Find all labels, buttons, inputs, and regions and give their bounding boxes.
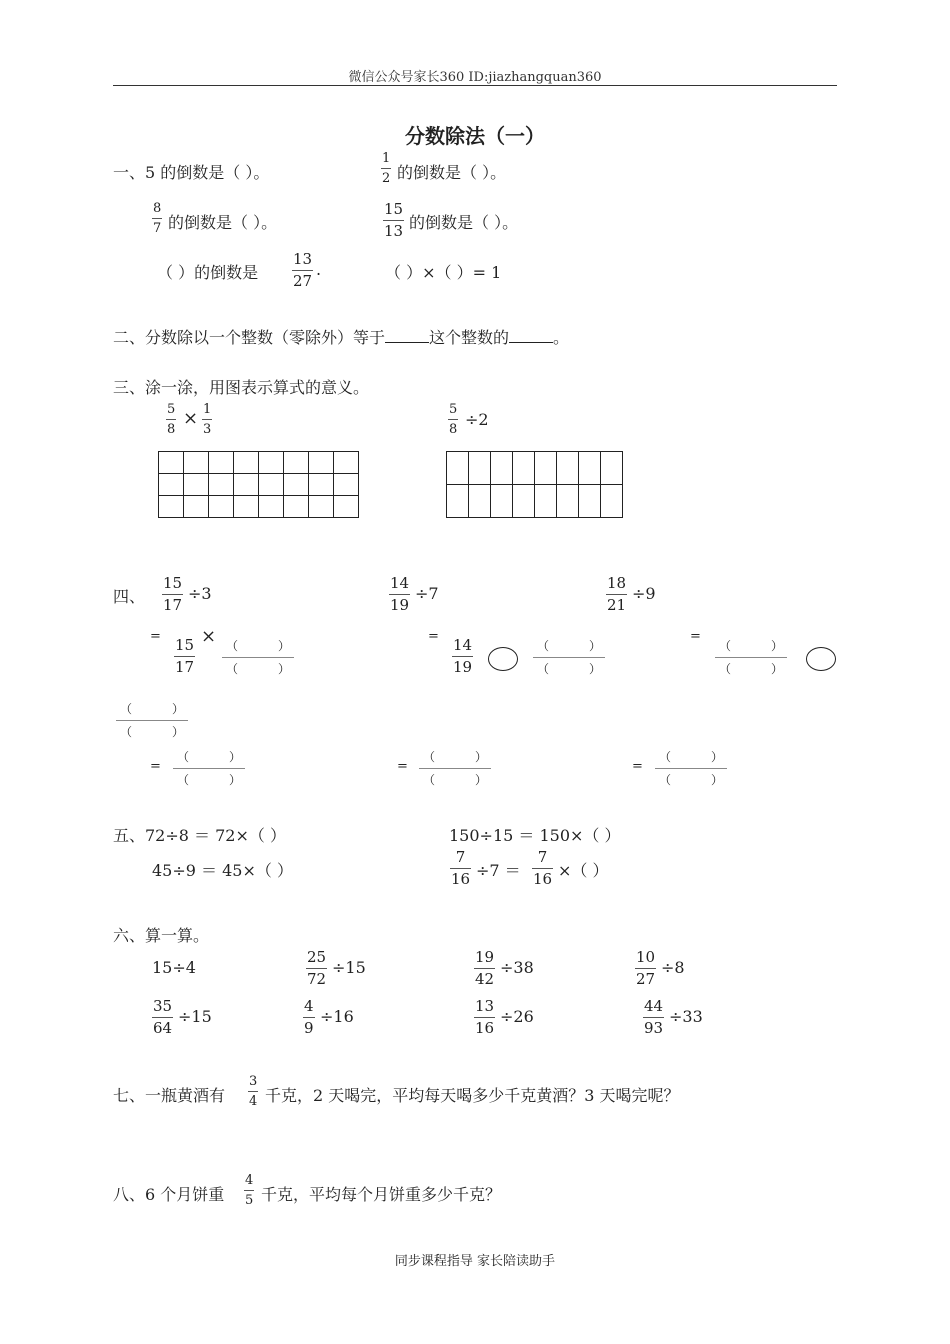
q5-r1b: 150÷15 ＝ 150×（ ） (449, 826, 621, 845)
page-footer: 同步课程指导 家长陪读助手 (394, 1254, 556, 1269)
fraction-19-42: $\frac{19}{42}$ (475, 948, 495, 988)
divide-2: ÷2 (465, 410, 489, 429)
equals-sign: = (428, 629, 439, 644)
header-divider (113, 85, 837, 86)
fraction-1-3: $\frac{1}{3}$ (203, 402, 212, 437)
fraction-25-72: $\frac{25}{72}$ (307, 948, 327, 988)
q1-b-text: 的倒数是（ ）。 (397, 163, 507, 182)
q4-p2-op: ÷7 (415, 584, 439, 603)
fraction-13-27: $\frac{13}{27}$ (293, 250, 313, 290)
fraction-10-27: $\frac{10}{27}$ (636, 948, 656, 988)
q5-r2a: 45÷9 ＝ 45×（ ） (152, 861, 293, 880)
q8-text-b: 千克，平均每个月饼重多少千克？ (261, 1185, 502, 1204)
q6-c-op: ÷38 (500, 958, 534, 977)
q6-h-op: ÷33 (669, 1007, 703, 1026)
answer-fraction[interactable]: （ ） （ ） (222, 637, 294, 681)
grid-8x2[interactable] (446, 451, 623, 518)
fraction-1-2: $\frac{1}{2}$ (382, 151, 391, 186)
q4-p1-op: ÷3 (188, 584, 212, 603)
q6-f-op: ÷16 (320, 1007, 354, 1026)
equals-sign: = (150, 759, 161, 774)
fraction-4-9: $\frac{4}{9}$ (304, 997, 314, 1037)
fraction-5-8: $\frac{5}{8}$ (167, 402, 176, 437)
operator-circle[interactable] (488, 647, 518, 671)
q4-label: 四、 (113, 587, 146, 606)
grid-8x3[interactable] (158, 451, 359, 518)
q2-text: 二、分数除以一个整数（零除外）等于 这个整数的 。 (113, 328, 570, 347)
fraction-7-16: $\frac{7}{16}$ (451, 848, 471, 888)
fraction-7-16-b: $\frac{7}{16}$ (533, 848, 553, 888)
q5-r2b-end: ×（ ） (558, 861, 609, 880)
q2-blank-2[interactable] (509, 330, 553, 343)
q7-text-a: 七、一瓶黄酒有 (113, 1086, 226, 1105)
fraction-13-16: $\frac{13}{16}$ (475, 997, 495, 1037)
page-title: 分数除法（一） (405, 124, 545, 148)
q5-r1a: 五、72÷8 ＝ 72×（ ） (113, 826, 286, 845)
times-sign-b: × (201, 626, 217, 647)
q6-b-op: ÷15 (332, 958, 366, 977)
q1-e-dot: . (316, 260, 322, 279)
answer-fraction[interactable]: （ ） （ ） (715, 637, 787, 681)
answer-fraction[interactable]: （ ） （ ） (419, 748, 491, 792)
q5-r2b-op: ÷7 ＝ (476, 861, 521, 880)
fraction-15-13: $\frac{15}{13}$ (384, 200, 404, 240)
equals-sign: = (150, 629, 161, 644)
q1-e-text: （ ）的倒数是 (157, 263, 259, 282)
q1-reciprocal-of-5: 一、5 的倒数是（ ）。 (113, 163, 270, 182)
q6-label: 六、算一算。 (113, 926, 210, 945)
q4-p3-op: ÷9 (632, 584, 656, 603)
q6-d-op: ÷8 (661, 958, 685, 977)
q6-e-op: ÷15 (178, 1007, 212, 1026)
answer-fraction[interactable]: （ ） （ ） (173, 748, 245, 792)
q6-g-op: ÷26 (500, 1007, 534, 1026)
fraction-14-19-b: $\frac{14}{19}$ (453, 636, 473, 676)
page-header: 微信公众号家长360 ID:jiazhangquan360 (348, 70, 602, 85)
equals-sign: = (632, 759, 643, 774)
answer-fraction[interactable]: （ ） （ ） (533, 637, 605, 681)
q3-text: 三、涂一涂，用图表示算式的意义。 (113, 378, 370, 397)
q1-d-text: 的倒数是（ ）。 (409, 213, 519, 232)
fraction-35-64: $\frac{35}{64}$ (153, 997, 173, 1037)
q6-a: 15÷4 (152, 958, 196, 977)
q8-text-a: 八、6 个月饼重 (113, 1185, 225, 1204)
fraction-14-19: $\frac{14}{19}$ (390, 574, 410, 614)
fraction-44-93: $\frac{44}{93}$ (644, 997, 664, 1037)
answer-fraction[interactable]: （ ） （ ） (655, 748, 727, 792)
fraction-3-4: $\frac{3}{4}$ (249, 1074, 258, 1109)
fraction-18-21: $\frac{18}{21}$ (607, 574, 627, 614)
fraction-4-5: $\frac{4}{5}$ (245, 1173, 254, 1208)
q2-blank-1[interactable] (385, 330, 429, 343)
q1-c-text: 的倒数是（ ）。 (168, 213, 278, 232)
equals-sign: = (397, 759, 408, 774)
operator-circle[interactable] (806, 647, 836, 671)
fraction-5-8-b: $\frac{5}{8}$ (449, 402, 458, 437)
fraction-15-17: $\frac{15}{17}$ (163, 574, 183, 614)
times-sign: × (183, 408, 199, 429)
q7-text-b: 千克，2 天喝完，平均每天喝多少千克黄酒？3 天喝完呢？ (265, 1086, 680, 1105)
fraction-8-7: $\frac{8}{7}$ (153, 201, 162, 236)
equals-sign: = (690, 629, 701, 644)
answer-fraction[interactable]: （ ） （ ） (116, 700, 188, 744)
q1-f-text: （ ）×（ ）= 1 (385, 263, 502, 282)
fraction-15-17-b: $\frac{15}{17}$ (175, 636, 195, 676)
